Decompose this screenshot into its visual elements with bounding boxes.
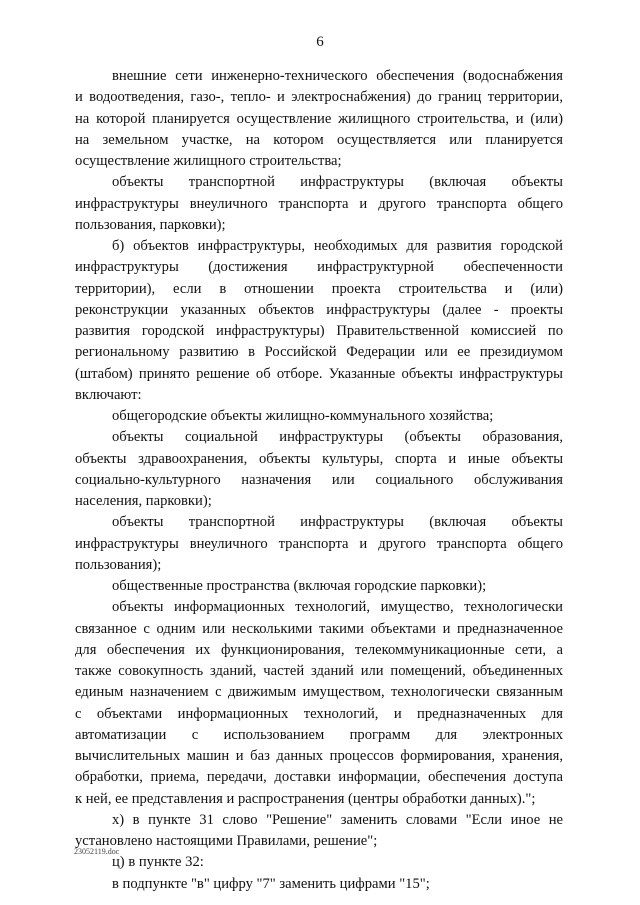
text-line: также совокупность зданий, частей зданий или помещений, объединенных <box>75 663 563 679</box>
text-line: развития городской инфраструктуры) Правительственной комиссией по <box>75 323 563 339</box>
text-line: на земельном участке, на котором осуществляется или планируется <box>75 131 563 148</box>
text-line: внешние сети инженерно-технического обеспечения (водоснабжения <box>112 68 563 84</box>
text-line: региональному развитию в Российской Федерации или ее президиумом <box>75 344 563 361</box>
text-line: б) объектов инфраструктуры, необходимых для развития городской <box>112 238 563 254</box>
text-line: инфраструктуры внеуличного транспорта и другого транспорта общего <box>75 195 563 212</box>
text-line: объекты здравоохранения, объекты культуры, спорта и иные объекты <box>75 450 563 467</box>
document-body <box>75 66 563 895</box>
text-line: объекты информационных технологий, имущество, технологически <box>112 599 563 616</box>
text-line: включают: <box>75 386 142 403</box>
text-line: х) в пункте 31 слово "Решение" заменить словами "Если иное не <box>112 811 563 828</box>
text-line: осуществление жилищного строительства; <box>75 153 342 169</box>
text-line: (штабом) принято решение об отборе. Указанные объекты инфраструктуры <box>75 365 563 382</box>
text-line: автоматизации с использованием программ для электронных <box>75 726 563 743</box>
text-line: с объектами информационных технологий, и предназначенных для <box>75 705 563 722</box>
text-line: объекты транспортной инфраструктуры (включая объекты <box>112 514 563 531</box>
text-line: населения, парковки); <box>75 493 212 509</box>
text-line: пользования); <box>75 556 162 573</box>
text-line: в подпункте "в" цифру "7" заменить цифрами "15"; <box>112 875 430 892</box>
text-line: инфраструктуры внеуличного транспорта и другого транспорта общего <box>75 535 563 552</box>
text-line: установлено настоящими Правилами, решение"; <box>75 833 378 849</box>
text-line: объекты транспортной инфраструктуры (включая объекты <box>112 174 563 191</box>
text-line: объекты социальной инфраструктуры (объекты образования, <box>112 429 563 446</box>
text-line: на которой планируется осуществление жилищного строительства, и (или) <box>75 110 563 127</box>
text-line: территории), если в отношении проекта строительства и (или) <box>75 280 563 297</box>
text-line: для обеспечения их функционирования, телекоммуникационные сети, а <box>75 641 563 658</box>
text-line: инфраструктуры (достижения инфраструктурной обеспеченности <box>75 259 563 276</box>
footer-filename: 23052119.doc <box>74 847 120 856</box>
text-line: обработки, приема, передачи, доставки информации, обеспечения доступа <box>75 769 563 786</box>
text-line: единым назначением с движимым имуществом, технологически связанным <box>75 684 563 701</box>
text-line: к ней, ее представления и распространения (центры обработки данных)."; <box>75 790 536 807</box>
text-line: связанное с одним или несколькими такими объектами и предназначенное <box>75 620 563 637</box>
text-line: ц) в пункте 32: <box>112 854 204 871</box>
text-line: реконструкции указанных объектов инфраструктуры (далее - проекты <box>75 301 563 318</box>
text-line: общегородские объекты жилищно-коммунального хозяйства; <box>112 408 494 424</box>
text-line: и водоотведения, газо-, тепло- и электроснабжения) до границ территории, <box>75 89 563 106</box>
text-line: пользования, парковки); <box>75 216 226 233</box>
text-line: вычислительных машин и баз данных процессов формирования, хранения, <box>75 748 563 764</box>
text-line: общественные пространства (включая городские парковки); <box>112 578 487 594</box>
text-line: социально-культурного назначения или социального обслуживания <box>75 471 563 488</box>
page-number: 6 <box>316 34 324 50</box>
